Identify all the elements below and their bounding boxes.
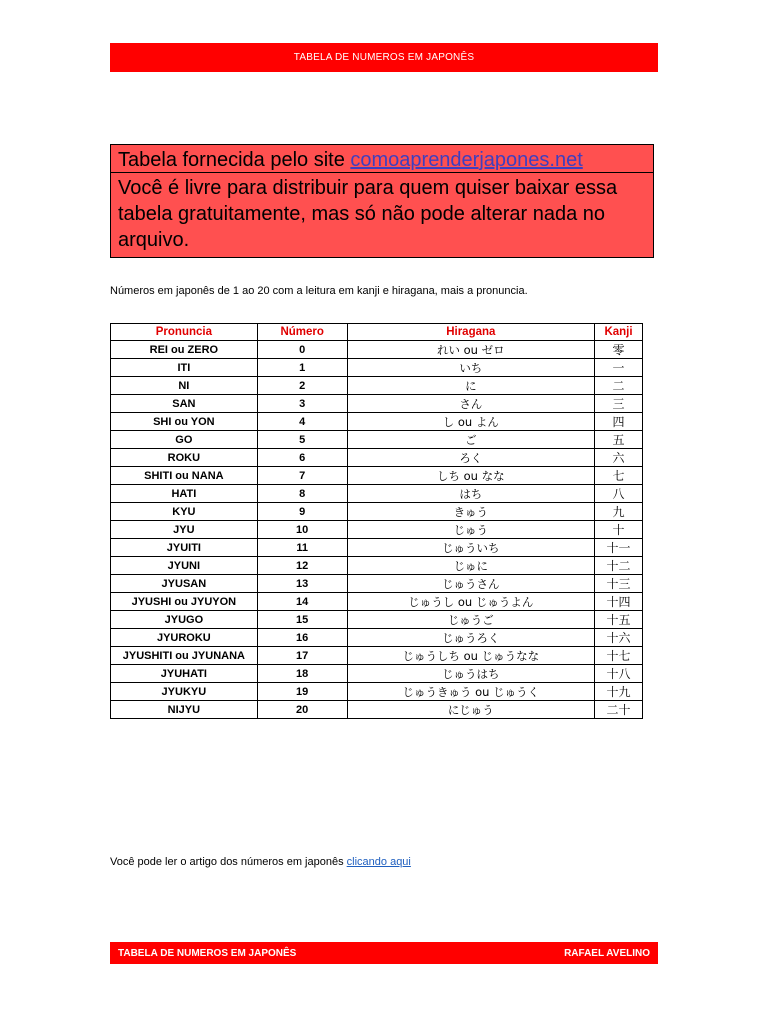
pronuncia-cell: HATI [111, 485, 258, 503]
intro-text: Números em japonês de 1 ao 20 com a leitura em kanji e hiragana, mais a pronuncia. [110, 285, 528, 297]
table-row [111, 377, 643, 395]
numero-cell: 13 [257, 575, 347, 593]
kanji-cell: 七 [595, 467, 643, 485]
numero-cell: 12 [257, 557, 347, 575]
kanji-cell: 十九 [595, 683, 643, 701]
kanji-cell: 三 [595, 395, 643, 413]
hiragana-cell: じゅうし ou じゅうよん [347, 593, 594, 611]
hiragana-cell: じゅう [347, 521, 594, 539]
numero-cell: 0 [257, 341, 347, 359]
hiragana-cell: じゅに [347, 557, 594, 575]
header-banner [110, 43, 658, 72]
table-row [111, 521, 643, 539]
table-row [111, 449, 643, 467]
header-pronuncia: Pronuncia [111, 324, 258, 341]
pronuncia-cell: JYUHATI [111, 665, 258, 683]
table-row [111, 359, 643, 377]
header-hiragana: Hiragana [347, 324, 594, 341]
pronuncia-cell: SHITI ou NANA [111, 467, 258, 485]
numero-cell: 1 [257, 359, 347, 377]
footer-banner [110, 942, 658, 964]
hiragana-cell: いち [347, 359, 594, 377]
article-link[interactable]: clicando aqui [346, 856, 411, 868]
pronuncia-cell: JYU [111, 521, 258, 539]
hiragana-cell: じゅうきゅう ou じゅうく [347, 683, 594, 701]
kanji-cell: 四 [595, 413, 643, 431]
table-row [111, 593, 643, 611]
hiragana-cell: じゅうご [347, 611, 594, 629]
numero-cell: 15 [257, 611, 347, 629]
numero-cell: 20 [257, 701, 347, 719]
article-text [110, 856, 411, 868]
numero-cell: 18 [257, 665, 347, 683]
hiragana-cell: にじゅう [347, 701, 594, 719]
pronuncia-cell: SHI ou YON [111, 413, 258, 431]
kanji-cell: 十三 [595, 575, 643, 593]
numero-cell: 11 [257, 539, 347, 557]
header-title: TABELA DE NUMEROS EM JAPONÊS [293, 52, 475, 63]
table-row [111, 611, 643, 629]
kanji-cell: 十五 [595, 611, 643, 629]
hiragana-cell: じゅうはち [347, 665, 594, 683]
numero-cell: 14 [257, 593, 347, 611]
pronuncia-cell: NI [111, 377, 258, 395]
hiragana-cell: しち ou なな [347, 467, 594, 485]
pronuncia-cell: JYUNI [111, 557, 258, 575]
numero-cell: 8 [257, 485, 347, 503]
kanji-cell: 二十 [595, 701, 643, 719]
pronuncia-cell: JYUKYU [111, 683, 258, 701]
hiragana-cell: ろく [347, 449, 594, 467]
footer-left: TABELA DE NUMEROS EM JAPONÊS [118, 947, 297, 959]
pronuncia-cell: JYUROKU [111, 629, 258, 647]
table-row [111, 683, 643, 701]
pronuncia-cell: KYU [111, 503, 258, 521]
table-row [111, 467, 643, 485]
notice-prefix: Tabela fornecida pelo site [118, 149, 351, 171]
pronuncia-cell: REI ou ZERO [111, 341, 258, 359]
table-row [111, 539, 643, 557]
kanji-cell: 九 [595, 503, 643, 521]
pronuncia-cell: JYUSAN [111, 575, 258, 593]
numero-cell: 17 [257, 647, 347, 665]
table-row [111, 431, 643, 449]
kanji-cell: 一 [595, 359, 643, 377]
kanji-cell: 零 [595, 341, 643, 359]
numero-cell: 4 [257, 413, 347, 431]
kanji-cell: 十一 [595, 539, 643, 557]
numero-cell: 2 [257, 377, 347, 395]
numero-cell: 10 [257, 521, 347, 539]
pronuncia-cell: JYUSHI ou JYUYON [111, 593, 258, 611]
pronuncia-cell: NIJYU [111, 701, 258, 719]
hiragana-cell: じゅういち [347, 539, 594, 557]
hiragana-cell: し ou よん [347, 413, 594, 431]
kanji-cell: 十 [595, 521, 643, 539]
numero-cell: 5 [257, 431, 347, 449]
hiragana-cell: ご [347, 431, 594, 449]
table-row [111, 629, 643, 647]
kanji-cell: 五 [595, 431, 643, 449]
hiragana-cell: はち [347, 485, 594, 503]
hiragana-cell: きゅう [347, 503, 594, 521]
table-row [111, 665, 643, 683]
article-prefix: Você pode ler o artigo dos números em japonês [110, 856, 347, 868]
table-row [111, 557, 643, 575]
header-kanji: Kanji [595, 324, 643, 341]
kanji-cell: 十六 [595, 629, 643, 647]
pronuncia-cell: ROKU [111, 449, 258, 467]
kanji-cell: 十八 [595, 665, 643, 683]
hiragana-cell: じゅうさん [347, 575, 594, 593]
kanji-cell: 十二 [595, 557, 643, 575]
hiragana-cell: れい ou ゼロ [347, 341, 594, 359]
notice-line-2: Você é livre para distribuir para quem quiser baixar essa tabela gratuitamente, mas só não pode alterar nada no arquivo. [118, 177, 618, 251]
site-link[interactable]: comoaprenderjapones.net [350, 149, 583, 171]
numero-cell: 7 [257, 467, 347, 485]
table-row [111, 413, 643, 431]
hiragana-cell: さん [347, 395, 594, 413]
hiragana-cell: に [347, 377, 594, 395]
numbers-table [110, 323, 643, 719]
footer-right: RAFAEL AVELINO [564, 947, 650, 959]
table-header-row [111, 324, 643, 341]
table-row [111, 575, 643, 593]
table-row [111, 503, 643, 521]
numero-cell: 19 [257, 683, 347, 701]
pronuncia-cell: JYUITI [111, 539, 258, 557]
table-row [111, 395, 643, 413]
notice-line-1 [111, 145, 653, 173]
kanji-cell: 二 [595, 377, 643, 395]
numero-cell: 16 [257, 629, 347, 647]
kanji-cell: 十四 [595, 593, 643, 611]
table-row [111, 647, 643, 665]
hiragana-cell: じゅうろく [347, 629, 594, 647]
numero-cell: 3 [257, 395, 347, 413]
numero-cell: 6 [257, 449, 347, 467]
pronuncia-cell: JYUGO [111, 611, 258, 629]
pronuncia-cell: JYUSHITI ou JYUNANA [111, 647, 258, 665]
kanji-cell: 十七 [595, 647, 643, 665]
table-row [111, 341, 643, 359]
kanji-cell: 八 [595, 485, 643, 503]
table-row [111, 701, 643, 719]
pronuncia-cell: SAN [111, 395, 258, 413]
hiragana-cell: じゅうしち ou じゅうなな [347, 647, 594, 665]
table-row [111, 485, 643, 503]
kanji-cell: 六 [595, 449, 643, 467]
numero-cell: 9 [257, 503, 347, 521]
pronuncia-cell: GO [111, 431, 258, 449]
header-numero: Número [257, 324, 347, 341]
notice-box [110, 144, 654, 258]
pronuncia-cell: ITI [111, 359, 258, 377]
table-body [111, 341, 643, 719]
